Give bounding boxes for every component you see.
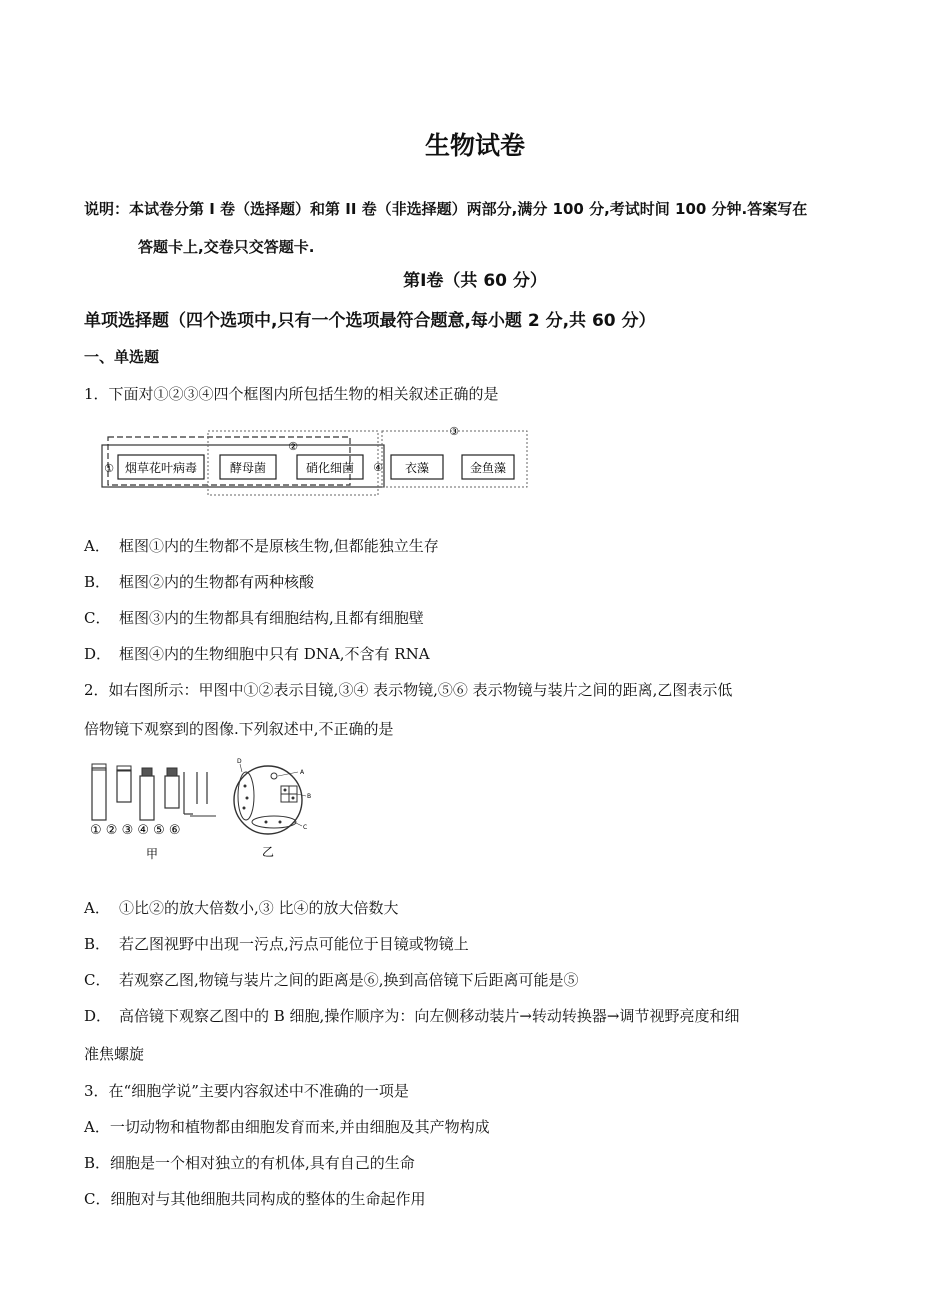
cell-label-c: C: [303, 824, 308, 831]
organism-chlamydomonas: 衣藻: [404, 461, 430, 475]
q1-option-c: C． 框图③内的生物都具有细胞结构,且都有细胞壁: [84, 609, 424, 627]
cell-label-a: A: [300, 769, 305, 776]
q1-option-b: B． 框图②内的生物都有两种核酸: [84, 573, 315, 591]
q1-option-d: D． 框图④内的生物细胞中只有 DNA,不含有 RNA: [84, 645, 430, 663]
organism-tmv: 烟草花叶病毒: [124, 461, 198, 475]
note-line-1: 说明：本试卷分第 I 卷（选择题）和第 II 卷（非选择题）两部分,满分 100 分,考试时间 100 分钟.答案写在: [84, 200, 808, 218]
page-title: 生物试卷: [424, 131, 525, 160]
q3-option-a: A．一切动物和植物都由细胞发育而来,并由细胞及其产物构成: [84, 1118, 490, 1136]
diagram-label-4: ④: [373, 461, 383, 474]
q3-option-b: B．细胞是一个相对独立的有机体,具有自己的生命: [84, 1154, 415, 1172]
label-yi: 乙: [261, 845, 275, 859]
volume-heading: 第Ⅰ卷（共 60 分）: [403, 271, 547, 291]
diagram-label-1: ①: [104, 462, 114, 475]
q1-stem: 1．下面对①②③④四个框图内所包括生物的相关叙述正确的是: [84, 385, 499, 403]
q1-option-a: A． 框图①内的生物都不是原核生物,但都能独立生存: [84, 537, 439, 555]
organism-hornwort: 金鱼藻: [469, 461, 507, 475]
label-jia: 甲: [145, 847, 159, 861]
q2-stem-line-1: 2．如右图所示：甲图中①②表示目镜,③④ 表示物镜,⑤⑥ 表示物镜与装片之间的距离,乙图表示低: [84, 681, 733, 699]
q3-stem: 3．在“细胞学说”主要内容叙述中不准确的一项是: [84, 1082, 409, 1100]
eyepiece-objective-numbers: ① ② ③ ④ ⑤ ⑥: [90, 823, 181, 838]
diagram-label-2: ②: [288, 440, 298, 453]
q2-option-a: A． ①比②的放大倍数小,③ 比④的放大倍数大: [84, 899, 399, 917]
organism-yeast: 酵母菌: [229, 461, 267, 475]
cell-label-b: B: [307, 793, 312, 800]
diagram-label-3: ③: [449, 425, 459, 438]
section-heading: 一、单选题: [84, 348, 160, 366]
q2-option-b: B． 若乙图视野中出现一污点,污点可能位于目镜或物镜上: [84, 935, 469, 953]
note-line-2: 答题卡上,交卷只交答题卡.: [138, 238, 315, 256]
q2-option-d: D． 高倍镜下观察乙图中的 B 细胞,操作顺序为：向左侧移动装片→转动转换器→调节视野亮度和细: [84, 1007, 740, 1025]
cell-label-d: D: [237, 758, 242, 765]
q2-microscope-diagram: [88, 756, 318, 866]
q1-organism-diagram: [100, 424, 530, 498]
q2-option-c: C． 若观察乙图,物镜与装片之间的距离是⑥,换到高倍镜下后距离可能是⑤: [84, 971, 579, 989]
q2-option-d-continued: 准焦螺旋: [84, 1045, 145, 1063]
section-instructions: 单项选择题（四个选项中,只有一个选项最符合题意,每小题 2 分,共 60 分）: [84, 311, 656, 331]
exam-instructions-note: [84, 190, 884, 266]
q2-stem-line-2: 倍物镜下观察到的图像.下列叙述中,不正确的是: [84, 720, 394, 738]
q3-option-c: C．细胞对与其他细胞共同构成的整体的生命起作用: [84, 1190, 426, 1208]
organism-nitrifying-bacteria: 硝化细菌: [305, 461, 355, 475]
